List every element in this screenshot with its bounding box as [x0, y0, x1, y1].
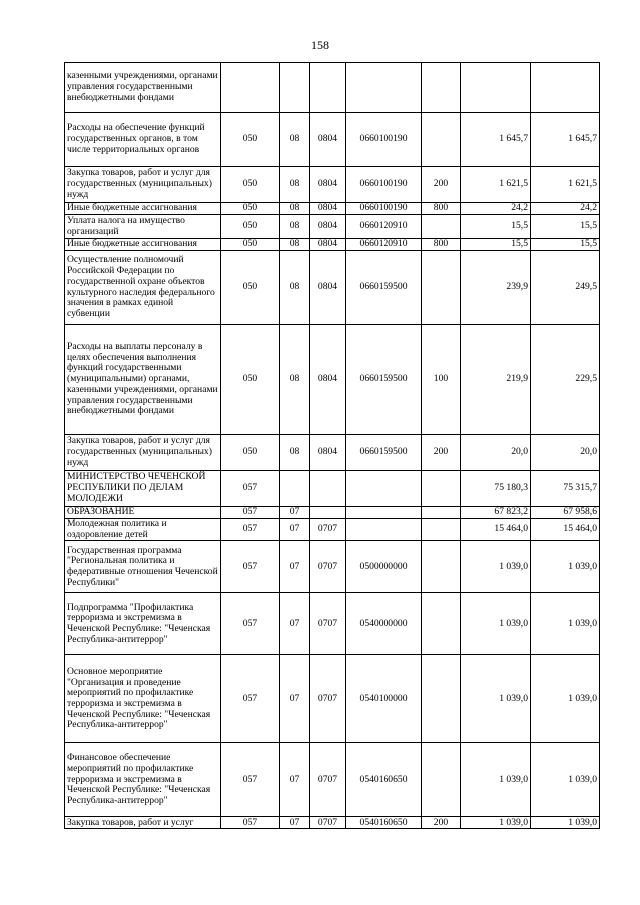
row-name: Закупка товаров, работ и услуг для государственных (муниципальных) нужд	[65, 435, 221, 471]
target-article-code: 0540000000	[346, 593, 422, 655]
target-article-code: 0660120910	[346, 239, 422, 251]
subsection-code: 0707	[310, 519, 346, 541]
table-row	[65, 251, 600, 325]
amount-year-2: 15,5	[531, 215, 600, 239]
expense-type-code: 100	[422, 325, 461, 435]
row-name: казенными учреждениями, органами управления государственными внебюджетными фондами	[65, 63, 221, 113]
row-name: Иные бюджетные ассигнования	[65, 239, 221, 251]
amount-year-1: 239,9	[461, 251, 531, 325]
amount-year-1: 15 464,0	[461, 519, 531, 541]
amount-year-2: 1 039,0	[531, 743, 600, 817]
section-code	[280, 471, 310, 507]
table-row	[65, 239, 600, 251]
row-name: Расходы на обеспечение функций государственных органов, в том числе территориальных органов	[65, 113, 221, 167]
target-article-code: 0660120910	[346, 215, 422, 239]
ved-code: 057	[221, 593, 280, 655]
table-row	[65, 325, 600, 435]
target-article-code: 0540160650	[346, 817, 422, 829]
row-name: Осуществление полномочий Российской Федерации по государственной охране объектов культурного наследия федерального значения в рамках единой субвенции	[65, 251, 221, 325]
subsection-code: 0804	[310, 325, 346, 435]
subsection-code: 0804	[310, 113, 346, 167]
subsection-code: 0707	[310, 817, 346, 829]
ved-code: 057	[221, 519, 280, 541]
amount-year-2: 1 621,5	[531, 167, 600, 203]
target-article-code	[346, 63, 422, 113]
table-row	[65, 655, 600, 743]
ved-code: 050	[221, 167, 280, 203]
section-code: 08	[280, 251, 310, 325]
row-name: Молодежная политика и оздоровление детей	[65, 519, 221, 541]
table-row	[65, 215, 600, 239]
amount-year-1: 67 823,2	[461, 507, 531, 519]
target-article-code: 0660159500	[346, 325, 422, 435]
table-row	[65, 743, 600, 817]
expense-type-code: 800	[422, 239, 461, 251]
section-code: 08	[280, 113, 310, 167]
ved-code: 050	[221, 435, 280, 471]
amount-year-1: 1 645,7	[461, 113, 531, 167]
target-article-code: 0540100000	[346, 655, 422, 743]
row-name: Основное мероприятие "Организация и проведение мероприятий по профилактике терроризма и экстремизма в Чеченской Республике: "Чеченская Республика-антитеррор"	[65, 655, 221, 743]
budget-table-body	[65, 63, 600, 829]
ved-code: 050	[221, 113, 280, 167]
expense-type-code	[422, 519, 461, 541]
row-name: Закупка товаров, работ и услуг для государственных (муниципальных) нужд	[65, 167, 221, 203]
row-name: Уплата налога на имущество организаций	[65, 215, 221, 239]
table-row	[65, 167, 600, 203]
amount-year-1: 219,9	[461, 325, 531, 435]
section-code: 07	[280, 655, 310, 743]
subsection-code: 0707	[310, 593, 346, 655]
section-code: 08	[280, 215, 310, 239]
amount-year-1: 1 039,0	[461, 817, 531, 829]
amount-year-2: 75 315,7	[531, 471, 600, 507]
row-name: Государственная программа "Региональная политика и федеративные отношения Чеченской Республики"	[65, 541, 221, 593]
amount-year-1: 75 180,3	[461, 471, 531, 507]
expense-type-code	[422, 655, 461, 743]
page-number: 158	[311, 38, 329, 52]
amount-year-2: 1 039,0	[531, 541, 600, 593]
section-code: 07	[280, 519, 310, 541]
subsection-code: 0804	[310, 167, 346, 203]
row-name: Финансовое обеспечение мероприятий по профилактике терроризма и экстремизма в Чеченской Республике: "Чеченская Республика-антитеррор"	[65, 743, 221, 817]
table-row	[65, 113, 600, 167]
row-name: Расходы на выплаты персоналу в целях обеспечения выполнения функций государственными (муниципальными) органами, казенными учреждениями, органами управления государственными внебюджетными фондами	[65, 325, 221, 435]
expense-type-code	[422, 507, 461, 519]
ved-code: 050	[221, 239, 280, 251]
section-code: 07	[280, 541, 310, 593]
ved-code: 057	[221, 743, 280, 817]
subsection-code: 0804	[310, 239, 346, 251]
table-row	[65, 435, 600, 471]
section-code: 08	[280, 167, 310, 203]
target-article-code: 0540160650	[346, 743, 422, 817]
ved-code: 057	[221, 471, 280, 507]
expense-type-code: 200	[422, 817, 461, 829]
target-article-code: 0660159500	[346, 251, 422, 325]
ved-code: 050	[221, 251, 280, 325]
amount-year-1: 1 039,0	[461, 541, 531, 593]
amount-year-2: 67 958,6	[531, 507, 600, 519]
amount-year-1: 1 621,5	[461, 167, 531, 203]
subsection-code: 0707	[310, 655, 346, 743]
subsection-code	[310, 507, 346, 519]
ved-code	[221, 63, 280, 113]
target-article-code: 0660100190	[346, 113, 422, 167]
expense-type-code	[422, 541, 461, 593]
subsection-code	[310, 63, 346, 113]
amount-year-2: 15 464,0	[531, 519, 600, 541]
row-name: МИНИСТЕРСТВО ЧЕЧЕНСКОЙ РЕСПУБЛИКИ ПО ДЕЛАМ МОЛОДЕЖИ	[65, 471, 221, 507]
amount-year-1: 15,5	[461, 239, 531, 251]
amount-year-2: 229,5	[531, 325, 600, 435]
amount-year-1: 1 039,0	[461, 655, 531, 743]
table-row	[65, 817, 600, 829]
ved-code: 057	[221, 655, 280, 743]
amount-year-1	[461, 63, 531, 113]
expense-type-code: 200	[422, 435, 461, 471]
table-row	[65, 541, 600, 593]
amount-year-2: 15,5	[531, 239, 600, 251]
subsection-code: 0804	[310, 435, 346, 471]
table-row	[65, 507, 600, 519]
subsection-code: 0707	[310, 743, 346, 817]
row-name: Иные бюджетные ассигнования	[65, 203, 221, 215]
table-row	[65, 519, 600, 541]
section-code: 08	[280, 325, 310, 435]
subsection-code: 0804	[310, 203, 346, 215]
ved-code: 050	[221, 203, 280, 215]
target-article-code	[346, 519, 422, 541]
amount-year-2: 1 039,0	[531, 817, 600, 829]
table-row	[65, 203, 600, 215]
expense-type-code	[422, 215, 461, 239]
target-article-code: 0500000000	[346, 541, 422, 593]
table-row	[65, 63, 600, 113]
target-article-code: 0660159500	[346, 435, 422, 471]
subsection-code: 0804	[310, 215, 346, 239]
amount-year-2: 1 039,0	[531, 593, 600, 655]
target-article-code	[346, 507, 422, 519]
amount-year-1: 20,0	[461, 435, 531, 471]
target-article-code: 0660100190	[346, 203, 422, 215]
ved-code: 057	[221, 817, 280, 829]
ved-code: 057	[221, 541, 280, 593]
section-code: 08	[280, 239, 310, 251]
table-row	[65, 593, 600, 655]
section-code: 08	[280, 435, 310, 471]
ved-code: 057	[221, 507, 280, 519]
expense-type-code	[422, 471, 461, 507]
row-name: Подпрограмма "Профилактика терроризма и экстремизма в Чеченской Республике: "Чеченская Республика-антитеррор"	[65, 593, 221, 655]
section-code	[280, 63, 310, 113]
row-name: Закупка товаров, работ и услуг	[65, 817, 221, 829]
subsection-code: 0804	[310, 251, 346, 325]
amount-year-2: 20,0	[531, 435, 600, 471]
amount-year-1: 1 039,0	[461, 743, 531, 817]
expense-type-code: 200	[422, 167, 461, 203]
amount-year-2: 249,5	[531, 251, 600, 325]
subsection-code: 0707	[310, 541, 346, 593]
amount-year-1: 1 039,0	[461, 593, 531, 655]
budget-table	[64, 62, 600, 829]
row-name: ОБРАЗОВАНИЕ	[65, 507, 221, 519]
expense-type-code	[422, 251, 461, 325]
amount-year-2: 24,2	[531, 203, 600, 215]
expense-type-code	[422, 63, 461, 113]
amount-year-1: 15,5	[461, 215, 531, 239]
expense-type-code	[422, 743, 461, 817]
section-code: 07	[280, 507, 310, 519]
target-article-code: 0660100190	[346, 167, 422, 203]
target-article-code	[346, 471, 422, 507]
amount-year-2: 1 039,0	[531, 655, 600, 743]
table-row	[65, 471, 600, 507]
section-code: 07	[280, 817, 310, 829]
subsection-code	[310, 471, 346, 507]
amount-year-2: 1 645,7	[531, 113, 600, 167]
expense-type-code	[422, 113, 461, 167]
amount-year-1: 24,2	[461, 203, 531, 215]
section-code: 07	[280, 743, 310, 817]
section-code: 07	[280, 593, 310, 655]
expense-type-code: 800	[422, 203, 461, 215]
ved-code: 050	[221, 215, 280, 239]
amount-year-2	[531, 63, 600, 113]
section-code: 08	[280, 203, 310, 215]
expense-type-code	[422, 593, 461, 655]
ved-code: 050	[221, 325, 280, 435]
